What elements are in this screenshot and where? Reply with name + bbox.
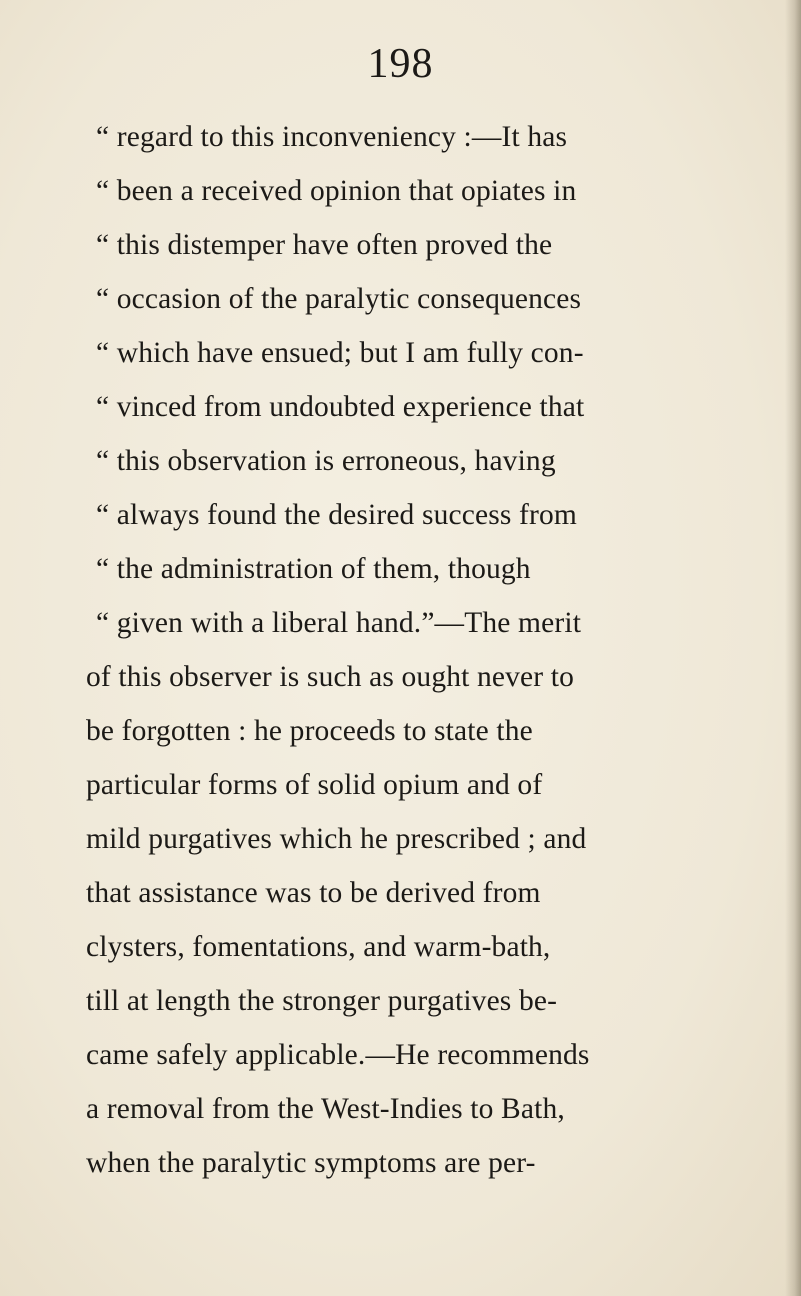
text-line: of this observer is such as ought never to: [86, 661, 575, 693]
text-line: “ the administration of them, though: [96, 553, 531, 585]
text-line: when the paralytic symptoms are per-: [86, 1147, 536, 1179]
page-number: 198: [367, 41, 434, 87]
text-line: particular forms of solid opium and of: [86, 769, 543, 801]
text-line: mild purgatives which he prescribed ; and: [86, 823, 587, 855]
text-line: be forgotten : he proceeds to state the: [86, 715, 533, 747]
text-line: “ vinced from undoubted experience that: [96, 391, 585, 423]
text-line: till at length the stronger purgatives be-: [86, 985, 558, 1017]
text-line: “ this observation is erroneous, having: [96, 445, 556, 477]
text-line: “ been a received opinion that opiates in: [96, 175, 577, 207]
text-line: “ given with a liberal hand.”—The merit: [96, 607, 582, 639]
text-line: “ regard to this inconveniency :—It has: [96, 121, 568, 153]
text-line: “ this distemper have often proved the: [96, 229, 553, 261]
text-line: a removal from the West-Indies to Bath,: [86, 1093, 565, 1125]
text-line: clysters, fomentations, and warm-bath,: [86, 931, 551, 963]
page-edge-shadow: [785, 0, 801, 1296]
text-line: “ always found the desired success from: [96, 499, 577, 531]
text-line: “ occasion of the paralytic consequences: [96, 283, 582, 315]
text-line: “ which have ensued; but I am fully con-: [96, 337, 584, 369]
text-line: that assistance was to be derived from: [86, 877, 541, 909]
text-line: came safely applicable.—He recommends: [86, 1039, 590, 1071]
